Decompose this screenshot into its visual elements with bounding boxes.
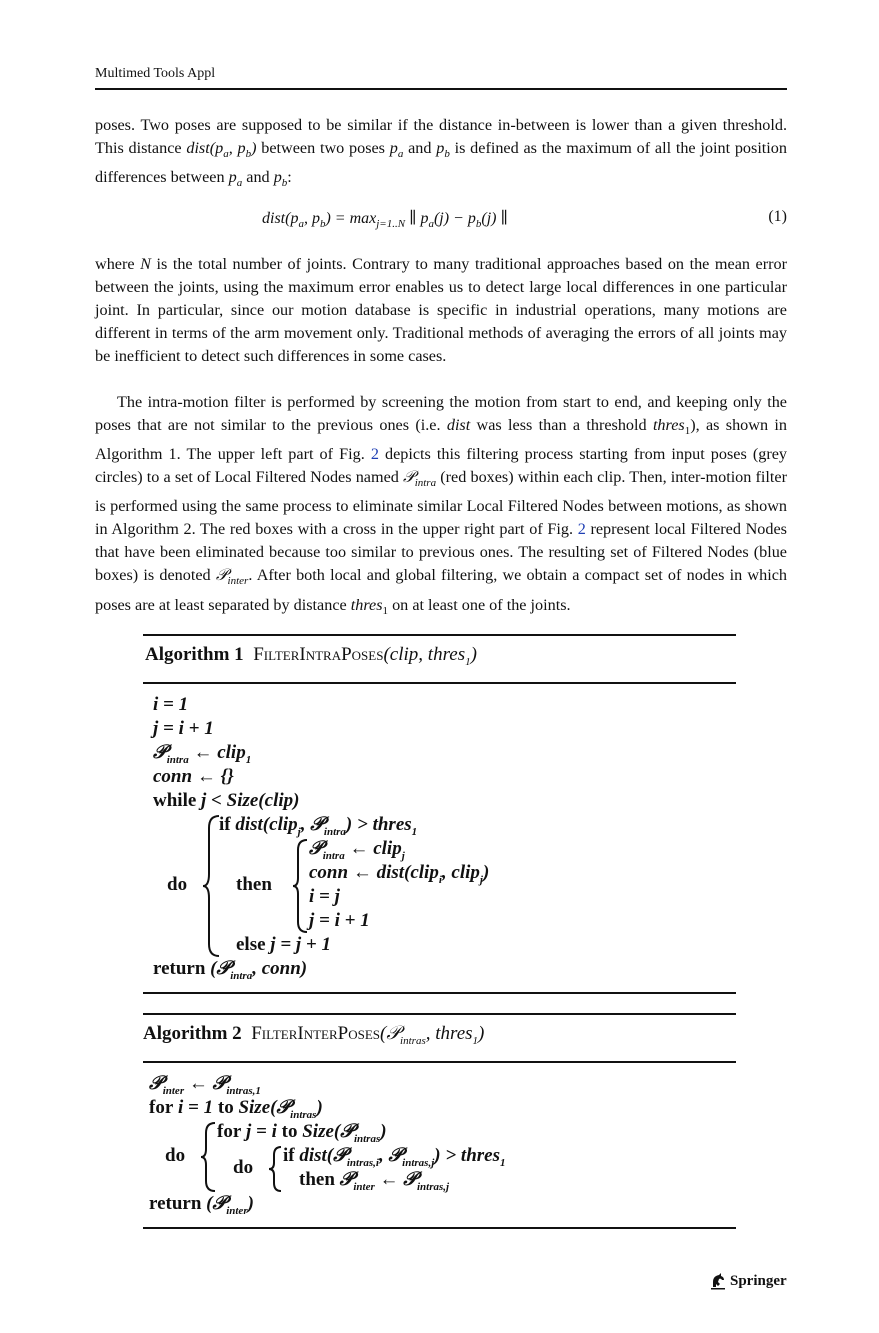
- code-keyword-do: do: [165, 1145, 186, 1166]
- publisher-logo: [709, 1272, 787, 1290]
- code-line: while j < Size(clip): [153, 790, 300, 811]
- left-brace-icon: [269, 1145, 283, 1193]
- paragraph-1: poses. Two poses are supposed to be similar if the distance in-between is lower than a given threshold. This distance $dist(p_a$, $p_b$) between two poses $p_a$ and $p_b$ is defined as the maximum of all the joint position differences between $p_a$ and $p_b$:: [95, 116, 787, 190]
- code-line: 𝒫$_{intra}$ ← clip$_j$: [309, 838, 405, 862]
- running-header: Multimed Tools Appl: [95, 66, 216, 81]
- algorithm-title: Algorithm 1 FilterIntraPoses(clip, thres$_1$): [145, 644, 477, 668]
- algorithm-bottom-rule: [143, 1227, 736, 1229]
- algorithm-top-rule: [143, 634, 736, 636]
- code-line: return (𝒫$_{inter}$): [149, 1193, 254, 1217]
- algorithm-mid-rule: [143, 1061, 736, 1063]
- code-line: for j = i to Size(𝒫$_{intras}$): [217, 1121, 387, 1145]
- code-line: 𝒫$_{inter}$ ← 𝒫$_{intras,1}$: [149, 1073, 261, 1097]
- code-keyword-then: then: [236, 874, 272, 895]
- code-line: then 𝒫$_{inter}$ ← 𝒫$_{intras,j}$: [299, 1169, 450, 1193]
- code-line: j = i + 1: [153, 718, 214, 739]
- code-keyword-do: do: [167, 874, 188, 895]
- code-line: i = 1: [153, 694, 189, 715]
- paragraph-2: where N is the total number of joints. Contrary to many traditional approaches based on the mean error between the joints, using the maximum error enables us to detect large local differences in one particular joint. In particular, since our motion database is specific in industrial operations, many motions are different in terms of the arm movement only. Traditional methods of averaging the errors of all joints may be inefficient to detect such differences in some cases.: [95, 255, 787, 365]
- header-rule: [95, 88, 787, 90]
- algorithm-bottom-rule: [143, 992, 736, 994]
- left-brace-icon: [201, 1121, 217, 1193]
- code-line: conn ← {}: [153, 766, 234, 787]
- equation-body: $dist(p_a$, $p_b) = \max_{j=1..N}$ ∥ $p_a(j) - p_b(j)$ ∥: [262, 210, 508, 231]
- algorithm-title: Algorithm 2 FilterInterPoses(𝒫$_{intras}$, thres$_1$): [143, 1023, 485, 1047]
- code-line: conn ← dist(clip$_i$, clip$_j$): [309, 862, 490, 886]
- code-keyword-do: do: [233, 1157, 254, 1178]
- paragraph-3: The intra-motion filter is performed by screening the motion from start to end, and keeping only the poses that are not similar to the previous ones (i.e. dist was less than a threshold thres$_1$), as shown in Algorithm 1. The upper left part of Fig. 2 depicts this filtering process starting from input poses (grey circles) to a set of Local Filtered Nodes named 𝒫$_{intra}$ (red boxes) within each clip. Then, inter-motion filter is performed using the same process to eliminate similar Local Filtered Nodes between motions, as shown in Algorithm 2. The red boxes with a cross in the upper right part of Fig. 2 represent local Filtered Nodes that have been eliminated because too similar to previous ones. The resulting set of Filtered Nodes (blue boxes) is denoted 𝒫$_{inter}$. After both local and global filtering, we obtain a compact set of nodes in which poses are at least separated by distance thres$_1$ on at least one of the joints.: [95, 393, 787, 617]
- code-line: 𝒫$_{intra}$ ← clip$_1$: [153, 742, 252, 766]
- code-line: if dist(clip$_j$, 𝒫$_{intra}$) > thres$_1$: [219, 814, 418, 838]
- figure-link[interactable]: 2: [577, 520, 586, 539]
- algorithm-mid-rule: [143, 682, 736, 684]
- left-brace-icon: [293, 838, 309, 934]
- code-line: else j = j + 1: [236, 934, 332, 955]
- algorithm-top-rule: [143, 1013, 736, 1015]
- code-line: return (𝒫$_{intra}$, conn): [153, 958, 308, 982]
- publisher-name: Springer: [730, 1272, 787, 1289]
- algorithm-2: [143, 1013, 736, 1231]
- code-line: i = j: [309, 886, 340, 907]
- code-line: j = i + 1: [309, 910, 370, 931]
- algorithm-1: [143, 634, 736, 996]
- code-line: if dist(𝒫$_{intras,i}$, 𝒫$_{intras,j}$) > thres$_1$: [283, 1145, 506, 1169]
- springer-horse-icon: [709, 1272, 727, 1290]
- code-line: for i = 1 to Size(𝒫$_{intras}$): [149, 1097, 323, 1121]
- figure-link[interactable]: 2: [370, 445, 379, 464]
- equation-number: (1): [768, 208, 787, 225]
- equation-1: [95, 208, 787, 232]
